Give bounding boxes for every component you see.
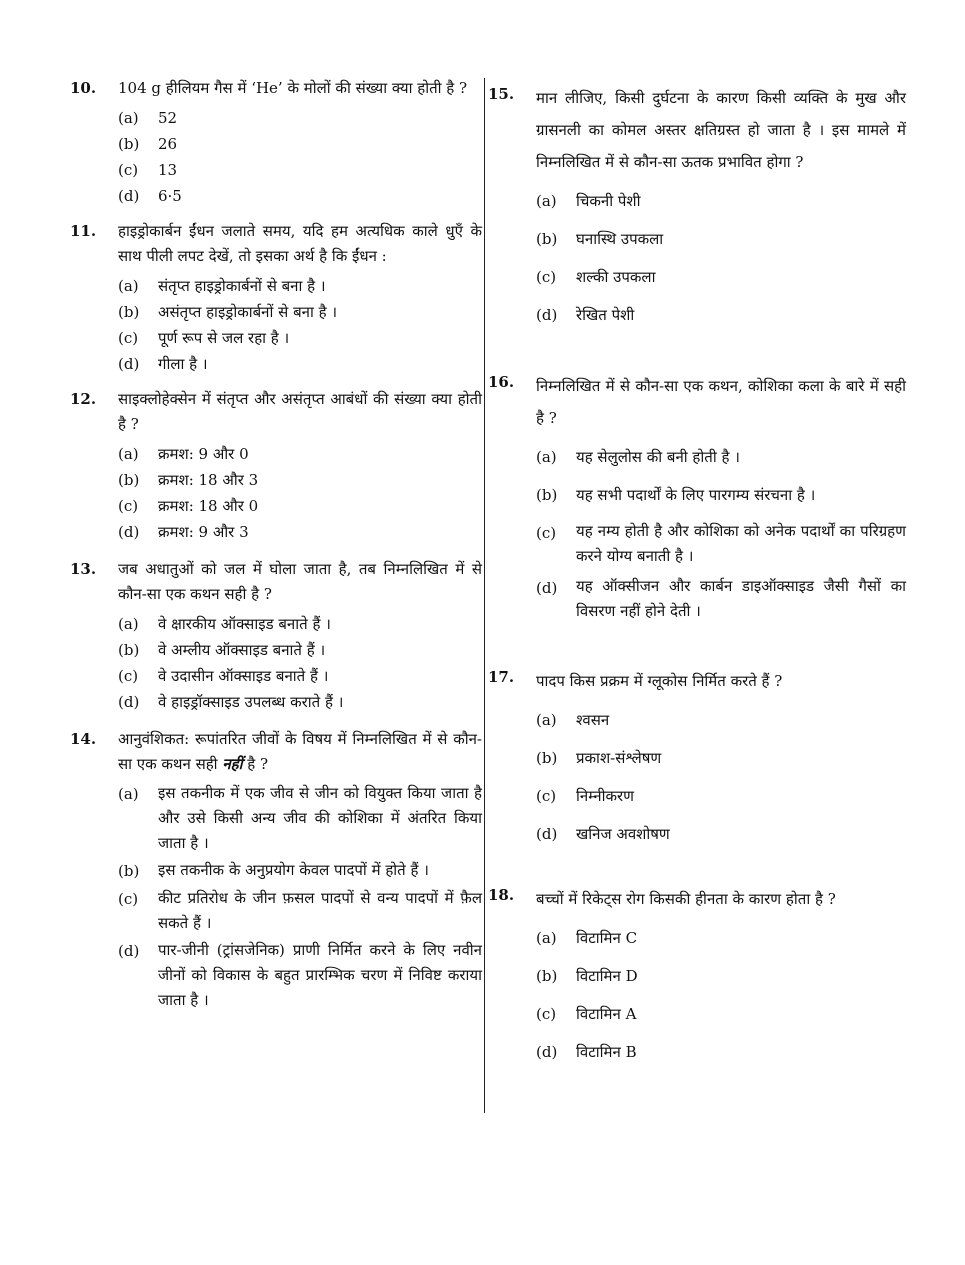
option-a[interactable]: (a) यह सेलुलोस की बनी होती है । (536, 448, 740, 466)
option-c[interactable]: (c) पूर्ण रूप से जल रहा है । (118, 329, 290, 347)
question-text: साइक्लोहेक्सेन में संतृप्त और असंतृप्त आबंधों की संख्या क्या होती है ? (118, 390, 482, 433)
option-a[interactable]: (a) विटामिन C (536, 929, 638, 947)
left-column (70, 76, 482, 1015)
question-14 (70, 727, 482, 1015)
option-b[interactable]: (b) 26 (118, 135, 178, 153)
option-d[interactable]: (d) खनिज अवशोषण (536, 825, 670, 843)
option-b[interactable]: (b) असंतृप्त हाइड्रोकार्बनों से बना है । (118, 303, 338, 321)
question-12 (70, 387, 482, 545)
option-a[interactable]: (a) श्वसन (536, 711, 610, 729)
option-c[interactable]: (c) शल्की उपकला (536, 268, 656, 286)
option-d[interactable]: (d) रेखित पेशी (536, 306, 635, 324)
option-list (536, 919, 906, 1071)
question-text: पादप किस प्रक्रम में ग्लूकोस निर्मित करते हैं ? (536, 672, 783, 690)
column-divider (484, 78, 485, 1113)
option-a[interactable]: (a) चिकनी पेशी (536, 192, 641, 210)
question-text: जब अधातुओं को जल में घोला जाता है, तब निम्नलिखित में से कौन-सा एक कथन सही है ? (118, 560, 482, 603)
option-a[interactable]: (a) इस तकनीक में एक जीव से जीन को वियुक्त किया जाता है और उसे किसी अन्य जीव की कोशिका में अंतरित किया जाता है । (118, 784, 482, 852)
question-text: निम्नलिखित में से कौन-सा एक कथन, कोशिका कला के बारे में सही है ? (536, 377, 906, 427)
option-d[interactable]: (d) गीला है । (118, 355, 208, 373)
question-number: 12. (70, 390, 97, 408)
option-d[interactable]: (d) क्रमश: 9 और 3 (118, 523, 249, 541)
option-a[interactable]: (a) वे क्षारकीय ऑक्साइड बनाते हैं । (118, 615, 331, 633)
question-number: 14. (70, 730, 97, 748)
option-list (118, 105, 482, 209)
option-a[interactable]: (a) संतृप्त हाइड्रोकार्बनों से बना है । (118, 277, 326, 295)
option-list (118, 781, 482, 1013)
option-d[interactable]: (d) यह ऑक्सीजन और कार्बन डाइऑक्साइड जैसी गैसों का विसरण नहीं होने देती । (536, 577, 906, 620)
question-18 (488, 883, 906, 1071)
question-text: आनुवंशिकत: रूपांतरित जीवों के विषय में निम्नलिखित में से कौन-सा एक कथन सही नहीं है ? (118, 730, 482, 773)
question-16 (488, 370, 906, 629)
option-b[interactable]: (b) यह सभी पदार्थों के लिए पारगम्य संरचना है । (536, 486, 816, 504)
option-list (118, 611, 482, 715)
question-13 (70, 557, 482, 715)
option-b[interactable]: (b) घनास्थि उपकला (536, 230, 664, 248)
question-number: 17. (488, 668, 515, 686)
option-d[interactable]: (d) विटामिन B (536, 1043, 637, 1061)
question-number: 10. (70, 79, 97, 97)
question-10 (70, 76, 482, 209)
option-list (536, 701, 906, 853)
question-number: 15. (488, 85, 515, 103)
option-c[interactable]: (c) यह नम्य होती है और कोशिका को अनेक पदार्थों का परिग्रहण करने योग्य बनाती है । (536, 522, 906, 565)
option-c[interactable]: (c) कीट प्रतिरोध के जीन फ़सल पादपों से वन्य पादपों में फ़ैल सकते हैं । (118, 889, 482, 932)
option-a[interactable]: (a) क्रमश: 9 और 0 (118, 445, 249, 463)
option-c[interactable]: (c) 13 (118, 161, 178, 179)
question-11 (70, 219, 482, 377)
question-15 (488, 82, 906, 334)
emphasis-not: नहीं (222, 755, 243, 773)
question-text: बच्चों में रिकेट्स रोग किसकी हीनता के कारण होता है ? (536, 890, 836, 908)
question-number: 11. (70, 222, 97, 240)
question-number: 16. (488, 373, 515, 391)
question-number: 18. (488, 886, 515, 904)
option-c[interactable]: (c) वे उदासीन ऑक्साइड बनाते हैं । (118, 667, 329, 685)
right-column (488, 82, 906, 1071)
question-text: हाइड्रोकार्बन ईंधन जलाते समय, यदि हम अत्यधिक काले धुएँ के साथ पीली लपट देखें, तो इसका अर्थ है कि ईंधन : (118, 222, 482, 265)
option-list (536, 438, 906, 624)
option-b[interactable]: (b) वे अम्लीय ऑक्साइड बनाते हैं । (118, 641, 326, 659)
option-a[interactable]: (a) 52 (118, 109, 178, 127)
option-list (118, 273, 482, 377)
option-list (118, 441, 482, 545)
option-d[interactable]: (d) पार-जीनी (ट्रांसजेनिक) प्राणी निर्मित करने के लिए नवीन जीनों को विकास के बहुत प्रारम्भिक चरण में निविष्ट कराया जाता है । (118, 941, 482, 1009)
option-c[interactable]: (c) निम्नीकरण (536, 787, 634, 805)
option-c[interactable]: (c) क्रमश: 18 और 0 (118, 497, 259, 515)
question-number: 13. (70, 560, 97, 578)
question-text: मान लीजिए, किसी दुर्घटना के कारण किसी व्यक्ति के मुख और ग्रासनली का कोमल अस्तर क्षतिग्रस्त हो जाता है । इस मामले में निम्नलिखित में से कौन-सा ऊतक प्रभावित होगा ? (536, 89, 906, 171)
option-d[interactable]: (d) 6·5 (118, 187, 182, 205)
option-list (536, 182, 906, 334)
question-17 (488, 665, 906, 853)
option-b[interactable]: (b) क्रमश: 18 और 3 (118, 471, 259, 489)
question-text: 104 g हीलियम गैस में ‘He’ के मोलों की संख्या क्या होती है ? (118, 79, 468, 97)
option-b[interactable]: (b) इस तकनीक के अनुप्रयोग केवल पादपों में होते हैं । (118, 861, 429, 880)
option-b[interactable]: (b) विटामिन D (536, 967, 638, 985)
option-b[interactable]: (b) प्रकाश-संश्लेषण (536, 749, 662, 767)
option-d[interactable]: (d) वे हाइड्रॉक्साइड उपलब्ध कराते हैं । (118, 693, 344, 711)
option-c[interactable]: (c) विटामिन A (536, 1005, 637, 1023)
